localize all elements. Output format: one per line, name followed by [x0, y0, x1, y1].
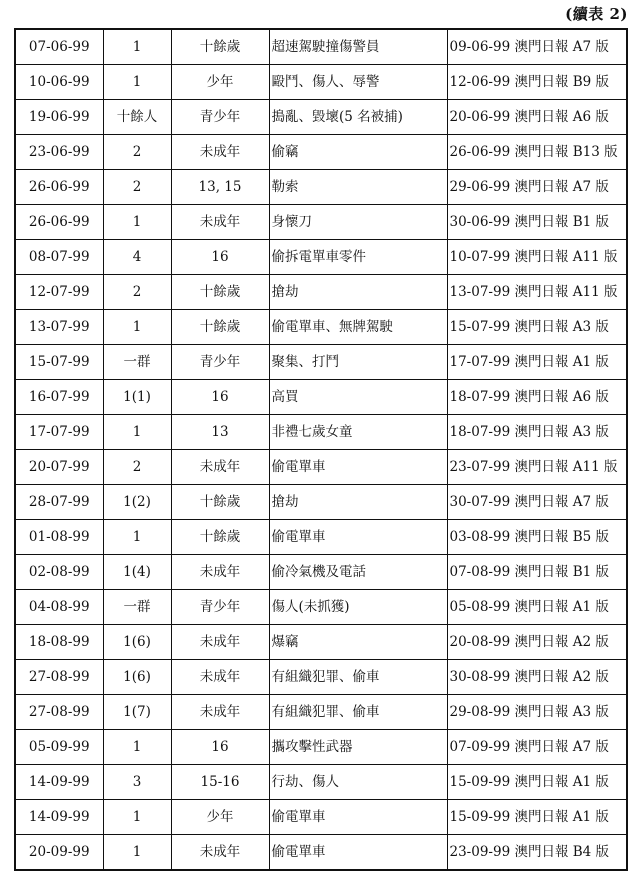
offence-cell: 爆竊	[269, 625, 447, 660]
date-cell: 14-09-99	[15, 765, 103, 800]
date-cell: 20-07-99	[15, 450, 103, 485]
source-cell: 10-07-99 澳門日報 A11 版	[447, 240, 627, 275]
table-row	[15, 660, 627, 695]
count-cell: 1	[103, 310, 171, 345]
table-row	[15, 800, 627, 835]
table-row	[15, 65, 627, 100]
source-cell: 13-07-99 澳門日報 A11 版	[447, 275, 627, 310]
source-cell: 15-09-99 澳門日報 A1 版	[447, 765, 627, 800]
offence-cell: 偷電單車	[269, 800, 447, 835]
table-row	[15, 450, 627, 485]
age-cell: 13, 15	[171, 170, 269, 205]
age-cell: 未成年	[171, 625, 269, 660]
source-cell: 30-07-99 澳門日報 A7 版	[447, 485, 627, 520]
table-row	[15, 520, 627, 555]
age-cell: 未成年	[171, 205, 269, 240]
count-cell: 2	[103, 275, 171, 310]
date-cell: 17-07-99	[15, 415, 103, 450]
source-cell: 05-08-99 澳門日報 A1 版	[447, 590, 627, 625]
table-caption: (續表 2)	[565, 5, 628, 23]
date-cell: 15-07-99	[15, 345, 103, 380]
age-cell: 十餘歲	[171, 520, 269, 555]
offence-cell: 聚集、打鬥	[269, 345, 447, 380]
count-cell: 2	[103, 170, 171, 205]
count-cell: 1	[103, 800, 171, 835]
offence-cell: 毆鬥、傷人、辱警	[269, 65, 447, 100]
table-row	[15, 345, 627, 380]
table-row	[15, 765, 627, 800]
age-cell: 16	[171, 240, 269, 275]
table-row	[15, 835, 627, 871]
age-cell: 16	[171, 730, 269, 765]
age-cell: 未成年	[171, 450, 269, 485]
date-cell: 04-08-99	[15, 590, 103, 625]
table-row	[15, 310, 627, 345]
table-row	[15, 695, 627, 730]
source-cell: 30-08-99 澳門日報 A2 版	[447, 660, 627, 695]
offence-cell: 偷電單車	[269, 520, 447, 555]
count-cell: 一群	[103, 590, 171, 625]
source-cell: 23-09-99 澳門日報 B4 版	[447, 835, 627, 871]
date-cell: 07-06-99	[15, 29, 103, 65]
count-cell: 一群	[103, 345, 171, 380]
offence-cell: 搗亂、毀壞(5 名被捕)	[269, 100, 447, 135]
age-cell: 十餘歲	[171, 485, 269, 520]
count-cell: 十餘人	[103, 100, 171, 135]
source-cell: 03-08-99 澳門日報 B5 版	[447, 520, 627, 555]
date-cell: 16-07-99	[15, 380, 103, 415]
table-row	[15, 170, 627, 205]
age-cell: 少年	[171, 65, 269, 100]
source-cell: 15-07-99 澳門日報 A3 版	[447, 310, 627, 345]
source-cell: 20-06-99 澳門日報 A6 版	[447, 100, 627, 135]
date-cell: 26-06-99	[15, 205, 103, 240]
offence-cell: 偷拆電單車零件	[269, 240, 447, 275]
table-row	[15, 135, 627, 170]
offence-cell: 身懷刀	[269, 205, 447, 240]
date-cell: 27-08-99	[15, 660, 103, 695]
age-cell: 16	[171, 380, 269, 415]
table-row	[15, 205, 627, 240]
source-cell: 26-06-99 澳門日報 B13 版	[447, 135, 627, 170]
age-cell: 青少年	[171, 590, 269, 625]
offence-cell: 偷電單車	[269, 450, 447, 485]
count-cell: 1	[103, 730, 171, 765]
source-cell: 09-06-99 澳門日報 A7 版	[447, 29, 627, 65]
date-cell: 12-07-99	[15, 275, 103, 310]
table-row	[15, 555, 627, 590]
source-cell: 18-07-99 澳門日報 A6 版	[447, 380, 627, 415]
date-cell: 10-06-99	[15, 65, 103, 100]
date-cell: 28-07-99	[15, 485, 103, 520]
date-cell: 26-06-99	[15, 170, 103, 205]
age-cell: 十餘歲	[171, 29, 269, 65]
source-cell: 07-08-99 澳門日報 B1 版	[447, 555, 627, 590]
age-cell: 少年	[171, 800, 269, 835]
offence-cell: 傷人(未抓獲)	[269, 590, 447, 625]
offence-cell: 勒索	[269, 170, 447, 205]
age-cell: 未成年	[171, 555, 269, 590]
incident-table	[14, 28, 628, 871]
date-cell: 20-09-99	[15, 835, 103, 871]
offence-cell: 有組織犯罪、偷車	[269, 660, 447, 695]
count-cell: 1(6)	[103, 660, 171, 695]
date-cell: 14-09-99	[15, 800, 103, 835]
date-cell: 18-08-99	[15, 625, 103, 660]
age-cell: 15-16	[171, 765, 269, 800]
date-cell: 13-07-99	[15, 310, 103, 345]
offence-cell: 偷冷氣機及電話	[269, 555, 447, 590]
date-cell: 02-08-99	[15, 555, 103, 590]
date-cell: 19-06-99	[15, 100, 103, 135]
count-cell: 4	[103, 240, 171, 275]
count-cell: 2	[103, 135, 171, 170]
offence-cell: 搶劫	[269, 275, 447, 310]
age-cell: 十餘歲	[171, 310, 269, 345]
count-cell: 1	[103, 520, 171, 555]
table-row	[15, 29, 627, 65]
count-cell: 1(6)	[103, 625, 171, 660]
table-row	[15, 590, 627, 625]
count-cell: 3	[103, 765, 171, 800]
date-cell: 08-07-99	[15, 240, 103, 275]
count-cell: 1	[103, 835, 171, 871]
offence-cell: 攜攻擊性武器	[269, 730, 447, 765]
table-row	[15, 625, 627, 660]
date-cell: 01-08-99	[15, 520, 103, 555]
age-cell: 13	[171, 415, 269, 450]
count-cell: 1(7)	[103, 695, 171, 730]
table-row	[15, 240, 627, 275]
table-row	[15, 275, 627, 310]
offence-cell: 搶劫	[269, 485, 447, 520]
table-row	[15, 380, 627, 415]
offence-cell: 有組織犯罪、偷車	[269, 695, 447, 730]
age-cell: 未成年	[171, 660, 269, 695]
offence-cell: 行劫、傷人	[269, 765, 447, 800]
source-cell: 15-09-99 澳門日報 A1 版	[447, 800, 627, 835]
age-cell: 未成年	[171, 695, 269, 730]
offence-cell: 偷竊	[269, 135, 447, 170]
age-cell: 青少年	[171, 345, 269, 380]
source-cell: 18-07-99 澳門日報 A3 版	[447, 415, 627, 450]
source-cell: 17-07-99 澳門日報 A1 版	[447, 345, 627, 380]
date-cell: 27-08-99	[15, 695, 103, 730]
count-cell: 2	[103, 450, 171, 485]
source-cell: 23-07-99 澳門日報 A11 版	[447, 450, 627, 485]
offence-cell: 高買	[269, 380, 447, 415]
source-cell: 29-06-99 澳門日報 A7 版	[447, 170, 627, 205]
date-cell: 05-09-99	[15, 730, 103, 765]
age-cell: 未成年	[171, 835, 269, 871]
count-cell: 1	[103, 29, 171, 65]
count-cell: 1(2)	[103, 485, 171, 520]
age-cell: 青少年	[171, 100, 269, 135]
offence-cell: 偷電單車、無牌駕駛	[269, 310, 447, 345]
table-row	[15, 100, 627, 135]
offence-cell: 偷電單車	[269, 835, 447, 871]
age-cell: 十餘歲	[171, 275, 269, 310]
source-cell: 30-06-99 澳門日報 B1 版	[447, 205, 627, 240]
count-cell: 1	[103, 205, 171, 240]
count-cell: 1(4)	[103, 555, 171, 590]
count-cell: 1	[103, 65, 171, 100]
count-cell: 1(1)	[103, 380, 171, 415]
offence-cell: 超速駕駛撞傷警員	[269, 29, 447, 65]
table-row	[15, 485, 627, 520]
source-cell: 29-08-99 澳門日報 A3 版	[447, 695, 627, 730]
source-cell: 20-08-99 澳門日報 A2 版	[447, 625, 627, 660]
table-row	[15, 415, 627, 450]
table-row	[15, 730, 627, 765]
source-cell: 12-06-99 澳門日報 B9 版	[447, 65, 627, 100]
age-cell: 未成年	[171, 135, 269, 170]
offence-cell: 非禮七歲女童	[269, 415, 447, 450]
date-cell: 23-06-99	[15, 135, 103, 170]
source-cell: 07-09-99 澳門日報 A7 版	[447, 730, 627, 765]
count-cell: 1	[103, 415, 171, 450]
